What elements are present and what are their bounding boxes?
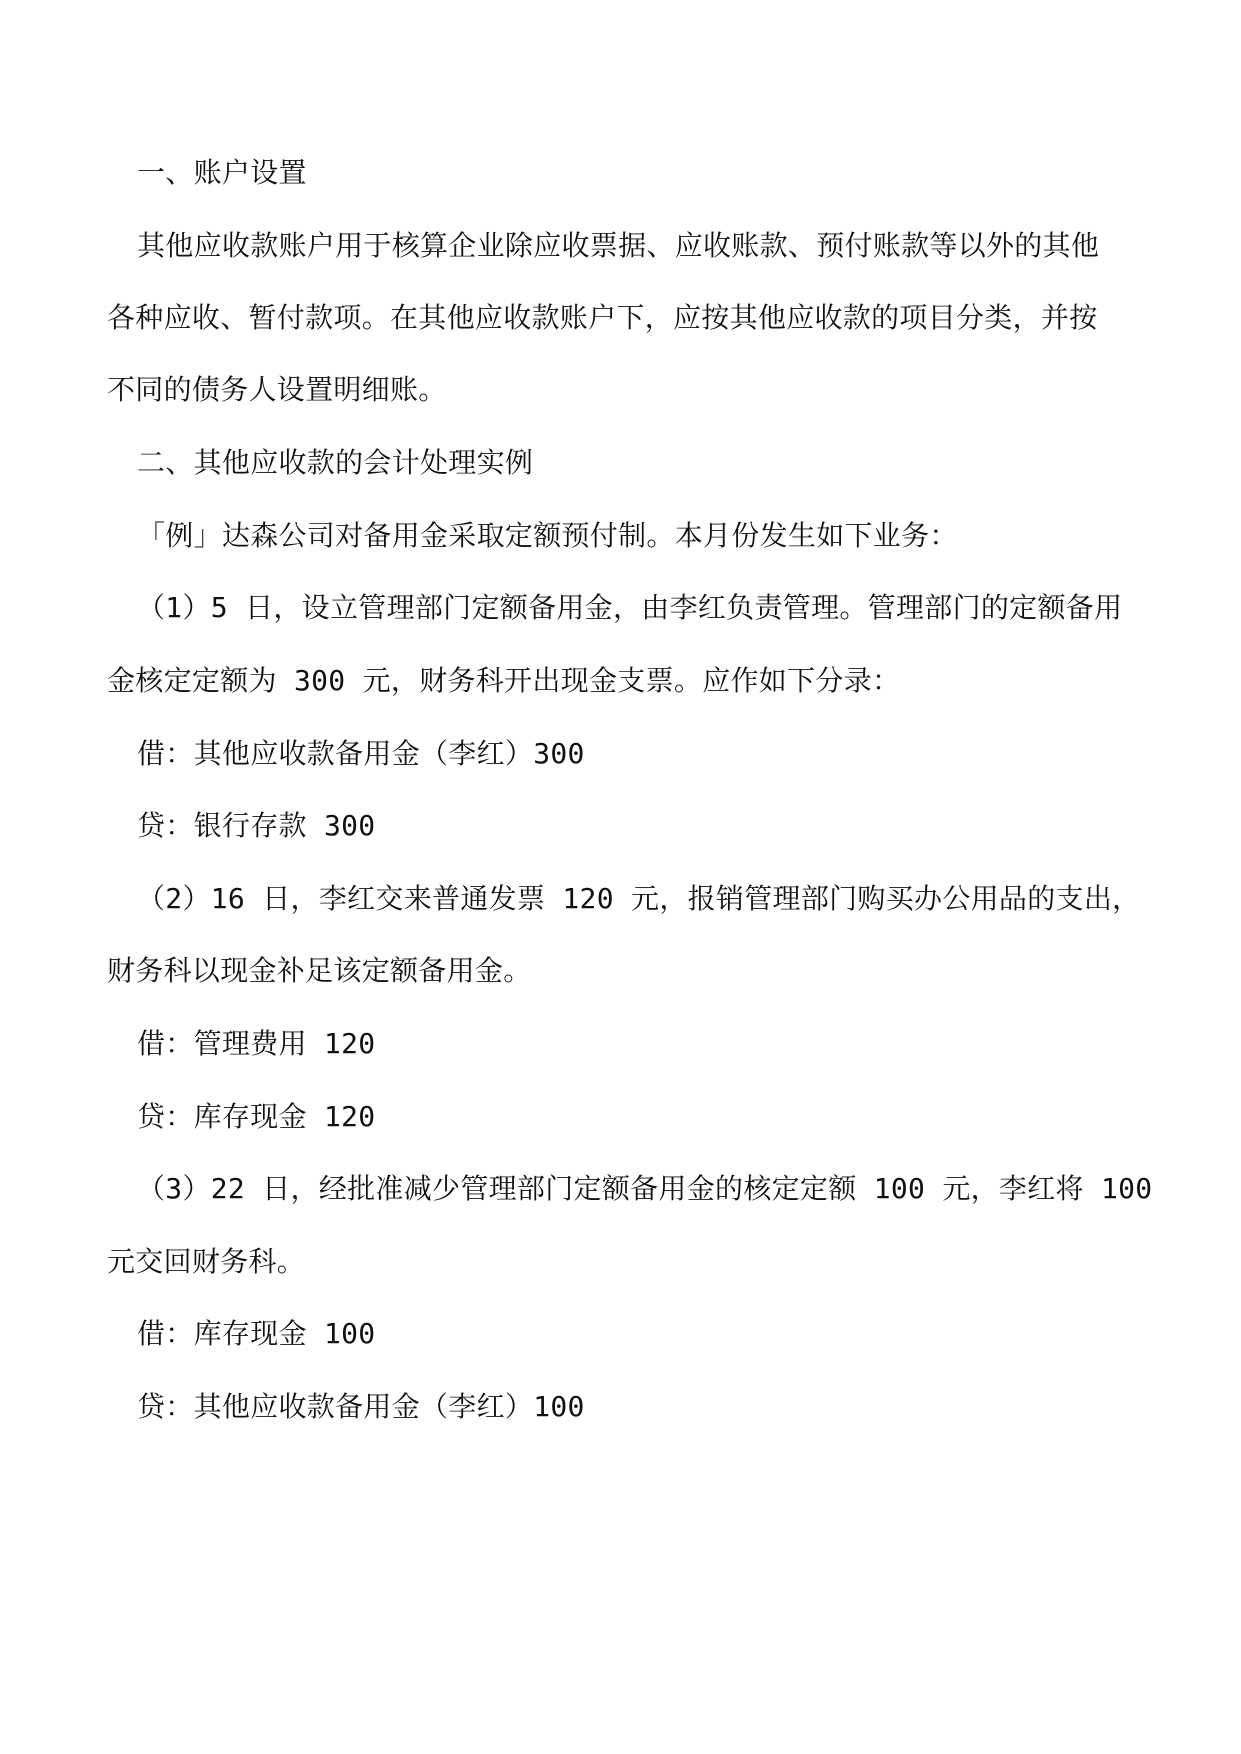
journal-entry-credit: 贷：银行存款 300 xyxy=(137,809,376,842)
paragraph-line: 其他应收款账户用于核算企业除应收票据、应收账款、预付账款等以外的其他 xyxy=(137,229,1100,262)
journal-entry-debit: 借：其他应收款备用金（李红）300 xyxy=(137,737,585,770)
transaction-3-line: （3）22 日，经批准减少管理部门定额备用金的核定定额 100 元，李红将 100 xyxy=(137,1172,1153,1205)
transaction-1-line: 金核定定额为 300 元，财务科开出现金支票。应作如下分录： xyxy=(107,664,901,697)
journal-entry-debit: 借：库存现金 100 xyxy=(137,1317,376,1350)
transaction-2-line: （2）16 日，李红交来普通发票 120 元，报销管理部门购买办公用品的支出， xyxy=(137,882,1141,915)
journal-entry-credit: 贷：库存现金 120 xyxy=(137,1100,376,1133)
paragraph-line: 各种应收、暂付款项。在其他应收款账户下，应按其他应收款的项目分类，并按 xyxy=(107,301,1098,334)
example-intro-line: 「例」达森公司对备用金采取定额预付制。本月份发生如下业务： xyxy=(137,519,958,552)
journal-entry-debit: 借：管理费用 120 xyxy=(137,1027,376,1060)
section-heading-accounting-example: 二、其他应收款的会计处理实例 xyxy=(137,446,534,479)
paragraph-line: 不同的债务人设置明细账。 xyxy=(107,373,447,406)
journal-entry-credit: 贷：其他应收款备用金（李红）100 xyxy=(137,1390,585,1423)
section-heading-account-setup: 一、账户设置 xyxy=(137,156,307,189)
transaction-2-line: 财务科以现金补足该定额备用金。 xyxy=(107,954,532,987)
transaction-1-line: （1）5 日，设立管理部门定额备用金，由李红负责管理。管理部门的定额备用 xyxy=(137,591,1123,624)
transaction-3-line: 元交回财务科。 xyxy=(107,1245,306,1278)
